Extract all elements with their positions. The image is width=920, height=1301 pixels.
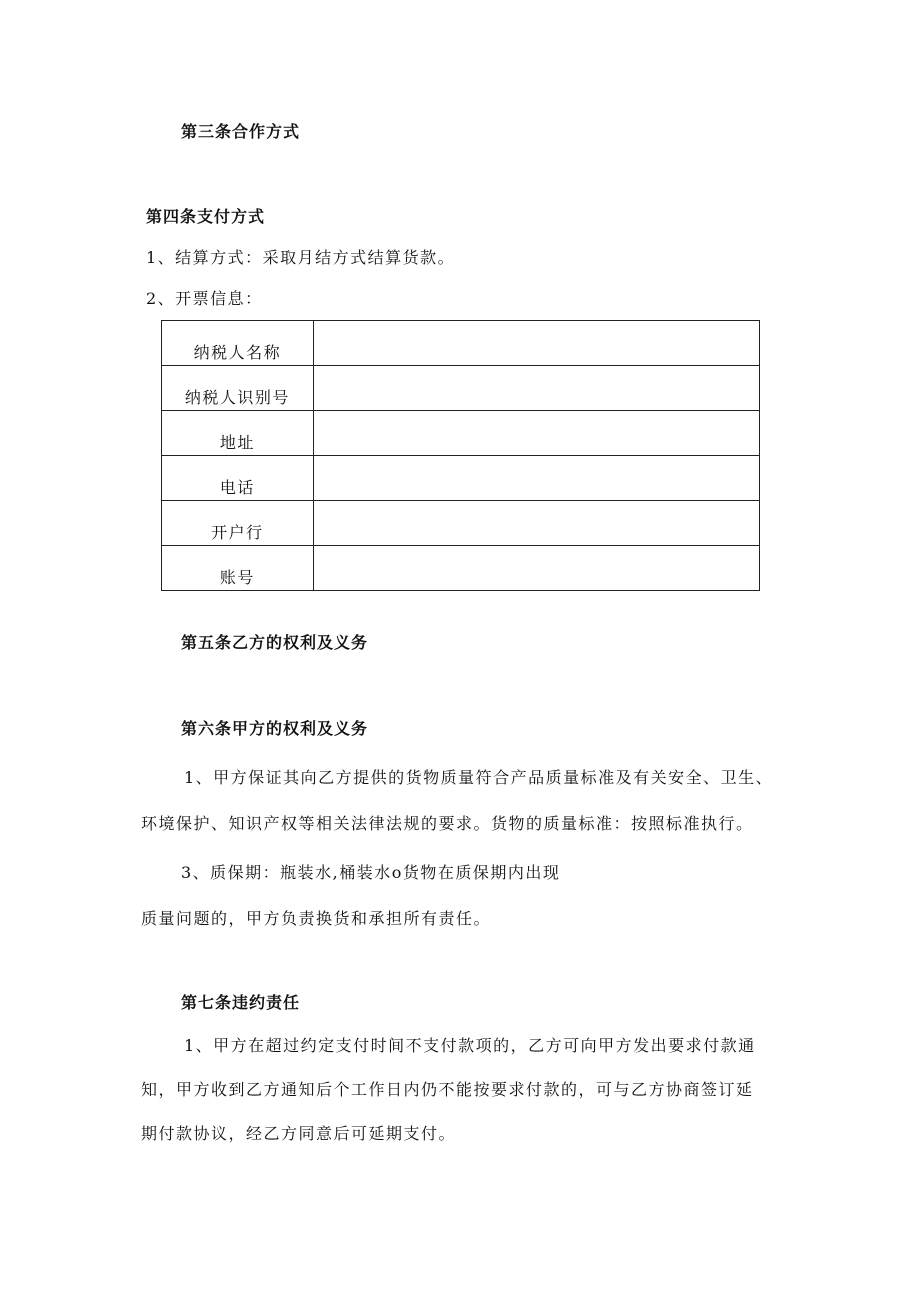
- article-6-para-3-line-1: 3、质保期：瓶装水,桶装水o货物在质保期内出现: [181, 863, 561, 882]
- table-row: [162, 321, 760, 366]
- table-cell-label: 纳税人名称: [162, 321, 314, 366]
- table-cell-value: [313, 366, 759, 411]
- table-cell-label: 纳税人识别号: [162, 366, 314, 411]
- article-6-heading: 第六条甲方的权利及义务: [181, 719, 369, 738]
- article-7-para-1-line-2: 知，甲方收到乙方通知后个工作日内仍不能按要求付款的，可与乙方协商签订延: [141, 1080, 754, 1099]
- table-cell-value: [313, 501, 759, 546]
- article-3-heading: 第三条合作方式: [181, 122, 301, 141]
- table-cell-value: [313, 456, 759, 501]
- table-cell-label: 地址: [162, 411, 314, 456]
- table-cell-label: 电话: [162, 456, 314, 501]
- table-row: [162, 546, 760, 591]
- table-cell-label: 开户行: [162, 501, 314, 546]
- article-4-heading: 第四条支付方式: [146, 207, 266, 226]
- table-cell-label: 账号: [162, 546, 314, 591]
- article-6-para-3-line-2: 质量问题的，甲方负责换货和承担所有责任。: [141, 909, 492, 928]
- table-row: [162, 456, 760, 501]
- table-row: [162, 411, 760, 456]
- table-cell-value: [313, 411, 759, 456]
- article-5-heading: 第五条乙方的权利及义务: [181, 633, 369, 652]
- article-7-para-1-line-3: 期付款协议，经乙方同意后可延期支付。: [141, 1124, 457, 1143]
- article-7-heading: 第七条违约责任: [181, 993, 301, 1012]
- article-6-para-1-line-2: 环境保护、知识产权等相关法律法规的要求。货物的质量标准：按照标准执行。: [141, 814, 754, 833]
- article-6-para-1-line-1: 1、甲方保证其向乙方提供的货物质量符合产品质量标准及有关安全、卫生、: [184, 768, 774, 787]
- table-row: [162, 366, 760, 411]
- table-cell-value: [313, 321, 759, 366]
- invoice-info-label: 2、开票信息：: [146, 289, 263, 308]
- article-7-para-1-line-1: 1、甲方在超过约定支付时间不支付款项的，乙方可向甲方发出要求付款通: [184, 1036, 756, 1055]
- settlement-method-text: 1、结算方式：采取月结方式结算货款。: [146, 248, 456, 267]
- invoice-info-table: [161, 320, 760, 591]
- table-cell-value: [313, 546, 759, 591]
- table-row: [162, 501, 760, 546]
